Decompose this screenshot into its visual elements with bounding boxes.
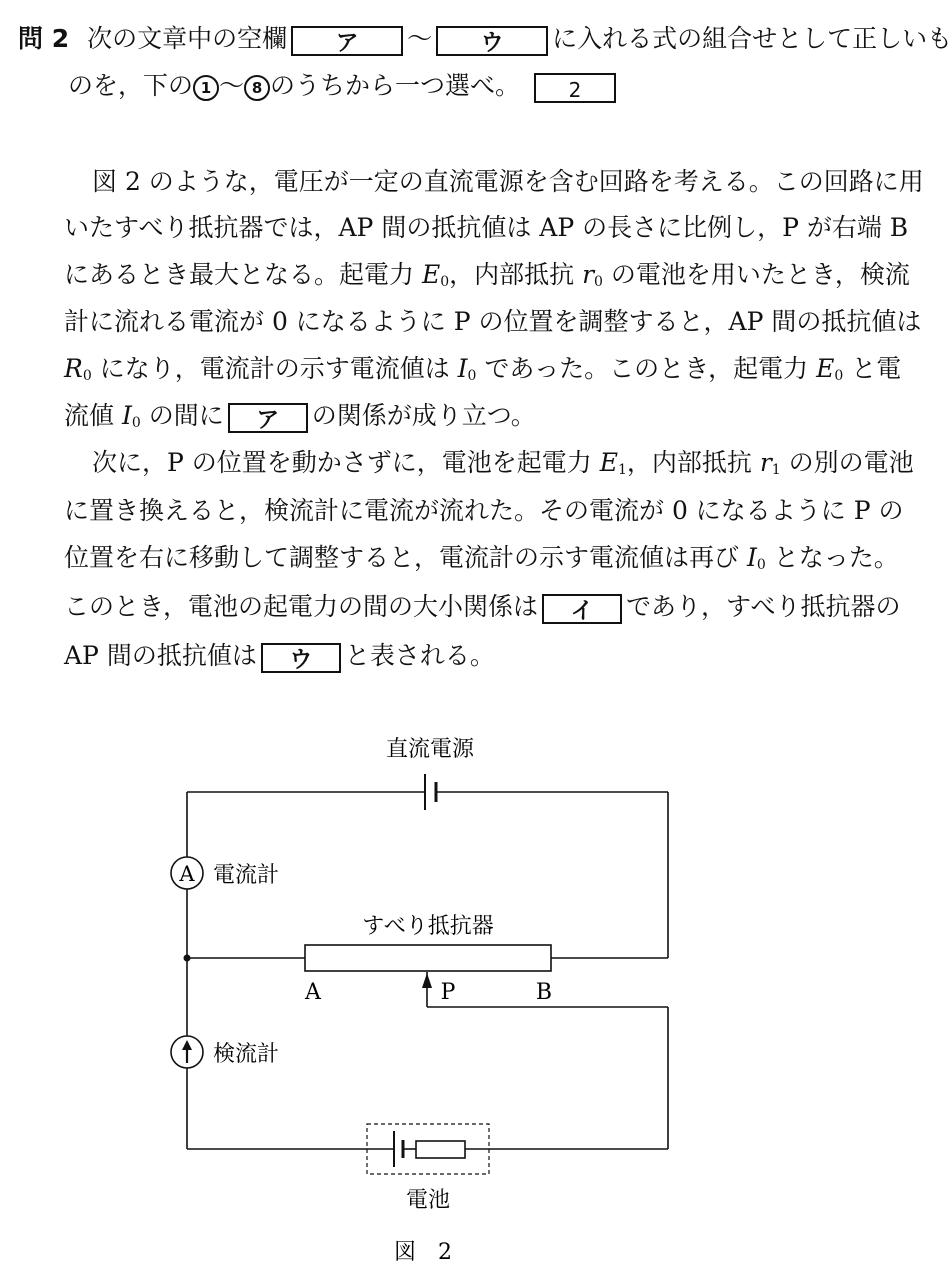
text: ，内部抵抗 [626,448,760,477]
text: 次の文章中の空欄 [87,24,288,53]
slider-p-label: P [440,980,456,1005]
text: と電 [843,354,902,383]
question-number: 問 2 [18,24,70,53]
text: のうちから一つ選べ。 [270,71,521,100]
passage-line: に置き換えると，検流計に電流が流れた。その電流が 0 になるように P の [64,496,904,525]
subscript: 0 [131,415,141,431]
text: 流値 [64,401,122,430]
text: このとき，電池の起電力の間の大小関係は [64,592,539,621]
galvanometer-label: 検流計 [213,1042,280,1067]
dc-source-label: 直流電源 [385,737,475,762]
text: の別の電池 [780,448,914,477]
text: 位置を右に移動して調整すると，電流計の示す電流値は再び [64,543,747,572]
var-i: I [121,401,132,430]
var-e: E [421,260,441,289]
var-e: E [599,448,618,477]
end-b-label: B [535,980,553,1005]
junction-dot [184,955,191,962]
var-i: I [746,543,757,572]
blank-u-box: ウ [261,643,341,673]
subscript: 0 [467,368,477,384]
subscript: 0 [834,368,844,384]
answer-number-box: 2 [534,73,616,103]
end-a-label: A [305,980,321,1005]
subscript: 0 [82,368,92,384]
choice-end-circle: 8 [244,75,270,101]
rheostat-body [305,945,551,971]
blank-a-box: ア [291,26,403,56]
passage-line: 計に流れる電流が 0 になるように P の位置を調整すると，AP 間の抵抗値は [64,307,922,336]
text: のを，下の [68,71,194,100]
text: 〜 [407,24,433,53]
blank-u-box: ウ [436,26,548,56]
ammeter-label: 電流計 [213,863,280,888]
ammeter-symbol: A [179,862,195,886]
choice-start-circle: 1 [193,75,219,101]
var-r: R [64,354,83,383]
text: の関係が成り立つ。 [311,401,536,430]
blank-a-box: ア [228,403,308,433]
subscript: 0 [594,274,603,290]
blank-i-box: イ [542,594,622,624]
text: の電池を用いたとき，検流 [602,260,910,289]
text: と表される。 [344,641,495,670]
text: であり，すべり抵抗器の [626,592,901,621]
subscript: 0 [440,274,450,290]
battery-label: 電池 [405,1188,451,1213]
var-e: E [816,354,835,383]
passage-line: いたすべり抵抗器では，AP 間の抵抗値は AP の長さに比例し，P が右端 B [64,213,909,242]
var-i: I [457,354,468,383]
text: であった。このとき，起電力 [476,354,817,383]
text: となった。 [765,543,899,572]
text: ，内部抵抗 [449,260,583,289]
text: の間に [140,401,224,430]
text: にあるとき最大となる。起電力 [64,260,422,289]
subscript: 1 [771,462,781,478]
subscript: 1 [617,462,627,478]
battery-internal-resistor [416,1141,465,1158]
var-r: r [759,448,772,477]
slider-arrow-icon [422,973,432,988]
var-r: r [582,260,595,289]
subscript: 0 [756,557,766,573]
text: 〜 [219,71,245,100]
passage-line: 図 2 のような，電圧が一定の直流電源を含む回路を考える。この回路に用 [92,167,924,196]
text: 次に，P の位置を動かさずに，電池を起電力 [92,448,600,477]
text: になり，電流計の示す電流値は [91,354,458,383]
text: AP 間の抵抗値は [64,641,257,670]
rheostat-label: すべり抵抗器 [362,914,494,939]
figure-caption: 図 2 [394,1240,452,1265]
text: に入れる式の組合せとして正しいも [552,24,952,53]
